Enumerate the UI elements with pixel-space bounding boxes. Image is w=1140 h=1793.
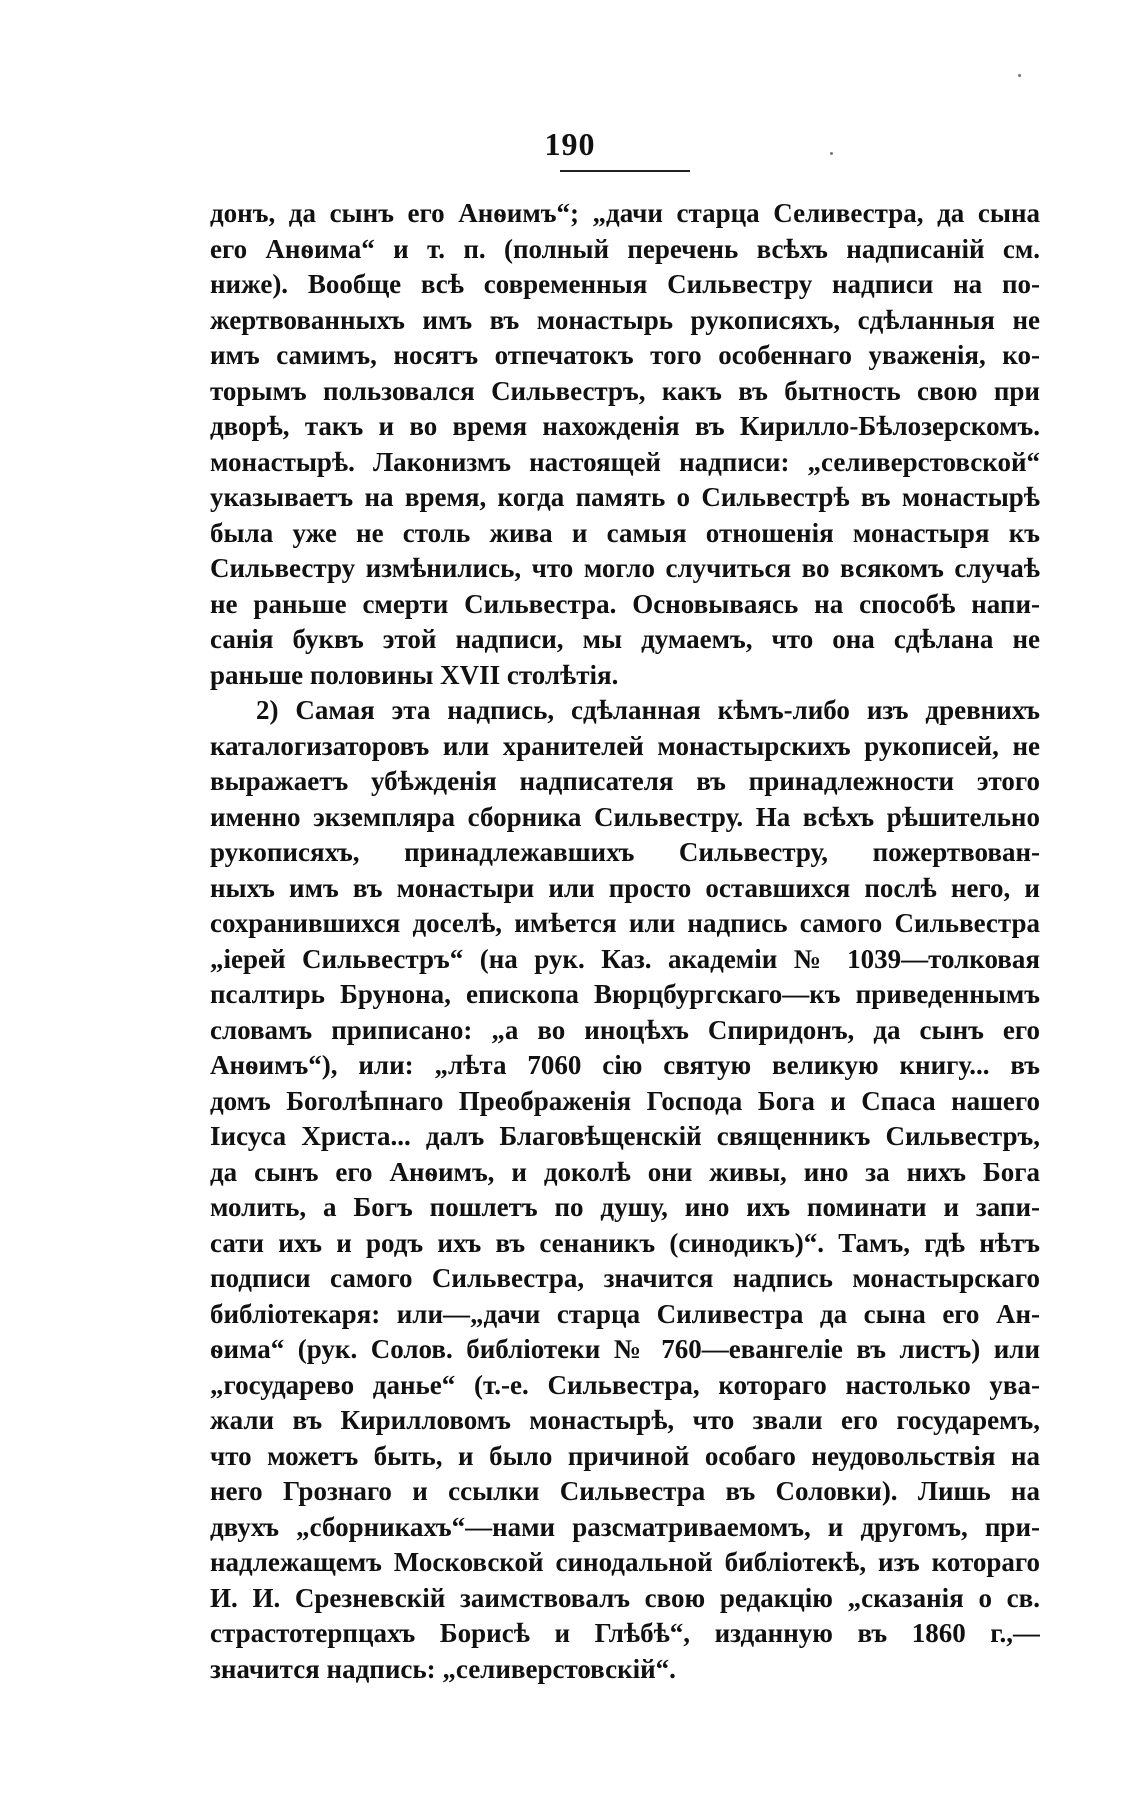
text-line: сати ихъ и родъ ихъ въ сенаникъ (синодикъ)“. Тамъ, гдѣ нѣтъ bbox=[210, 1227, 1040, 1258]
text-line: ниже). Вообще всѣ современныя Сильвестру надписи на по- bbox=[210, 269, 1040, 299]
text-line: домъ Боголѣпнаго Преображенія Господа Бога и Спаса нашего bbox=[210, 1085, 1040, 1116]
text-line: жали въ Кирилловомъ монастырѣ, что звали его государемъ, bbox=[210, 1405, 1040, 1435]
text-line: словамъ приписано: „а во иноцѣхъ Спиридонъ, да сынъ его bbox=[210, 1014, 1040, 1045]
text-line: выражаетъ убѣжденія надписателя въ принадлежности этого bbox=[210, 766, 1040, 796]
text-line: „государево данье“ (т.-е. Сильвестра, котораго настолько ува- bbox=[210, 1369, 1040, 1400]
text-line: торымъ пользовался Сильвестръ, какъ въ бытность свою при bbox=[210, 375, 1040, 406]
text-line: „іерей Сильвестръ“ (на рук. Каз. академіи № 1039—толковая bbox=[210, 943, 1040, 974]
body-text bbox=[210, 196, 1040, 1687]
text-line: именно экземпляра сборника Сильвестру. На всѣхъ рѣшительно bbox=[210, 801, 1040, 832]
text-line: жертвованныхъ имъ въ монастырь рукописяхъ, сдѣланныя не bbox=[210, 304, 1040, 335]
text-line: дворѣ, такъ и во время нахожденія въ Кирилло-Бѣлозерскомъ. bbox=[210, 411, 1040, 441]
text-line: да сынъ его Анѳимъ, и доколѣ они живы, ино за нихъ Бога bbox=[210, 1156, 1040, 1187]
text-line: не раньше смерти Сильвестра. Основываясь на способѣ напи- bbox=[210, 588, 1040, 619]
text-line: надлежащемъ Московской синодальной библіотекѣ, изъ котораго bbox=[210, 1547, 1040, 1577]
text-line: него Грознаго и ссылки Сильвестра въ Соловки). Лишь на bbox=[210, 1476, 1040, 1506]
text-line: страстотерпцахъ Борисѣ и Глѣбѣ“, изданную въ 1860 г.,— bbox=[210, 1618, 1040, 1648]
text-line: каталогизаторовъ или хранителей монастырскихъ рукописей, не bbox=[210, 730, 1040, 761]
text-line: указываетъ на время, когда память о Сильвестрѣ въ монастырѣ bbox=[210, 482, 1040, 512]
text-line: имъ самимъ, носятъ отпечатокъ того особеннаго уваженія, ко- bbox=[210, 340, 1040, 370]
text-line: донъ, да сынъ его Анѳимъ“; „дачи старца Селивестра, да сына bbox=[210, 198, 1040, 228]
text-line: Анѳимъ“), или: „лѣта 7060 сію святую великую книгу... въ bbox=[210, 1050, 1040, 1080]
text-line: подписи самого Сильвестра, значится надпись монастырскаго bbox=[210, 1263, 1040, 1293]
text-line: сохранившихся доселѣ, имѣется или надпись самого Сильвестра bbox=[210, 908, 1040, 938]
page-number: 190 bbox=[544, 126, 596, 162]
paragraph-2 bbox=[210, 693, 1040, 1687]
text-line: была уже не столь жива и самыя отношенія монастыря къ bbox=[210, 517, 1040, 548]
text-line: ѳима“ (рук. Солов. библіотеки № 760—евангеліе въ листъ) или bbox=[210, 1334, 1040, 1364]
scan-speck bbox=[830, 152, 833, 155]
text-line: двухъ „сборникахъ“—нами разсматриваемомъ, и другомъ, при- bbox=[210, 1511, 1040, 1542]
text-line: что можетъ быть, и было причиной особаго неудовольствія на bbox=[210, 1440, 1040, 1471]
text-line: молить, а Богъ пошлетъ по душу, ино ихъ поминати и запи- bbox=[210, 1192, 1040, 1222]
text-line: значится надпись: „селиверстовскій“. bbox=[210, 1653, 676, 1684]
text-line: раньше половины XVII столѣтія. bbox=[210, 659, 619, 690]
paragraph-1 bbox=[210, 196, 1040, 693]
text-line: рукописяхъ, принадлежавшихъ Сильвестру, пожертвован- bbox=[210, 837, 1040, 867]
text-line: Сильвестру измѣнились, что могло случиться во всякомъ случаѣ bbox=[210, 553, 1040, 583]
text-line: И. И. Срезневскій заимствовалъ свою редакцію „сказанія о св. bbox=[210, 1582, 1040, 1613]
text-line: монастырѣ. Лаконизмъ настоящей надписи: „селиверстовской“ bbox=[210, 446, 1040, 477]
scan-speck bbox=[1018, 74, 1021, 77]
text-line: Іисуса Христа... далъ Благовѣщенскій священникъ Сильвестръ, bbox=[210, 1121, 1040, 1151]
text-line: 2) Самая эта надпись, сдѣланная кѣмъ-либо изъ древнихъ bbox=[256, 695, 1040, 725]
text-line: псалтирь Брунона, епископа Вюрцбургскаго—къ приведеннымъ bbox=[210, 979, 1040, 1009]
text-line: библіотекаря: или—„дачи старца Силивестра да сына его Ан- bbox=[210, 1298, 1040, 1329]
text-line: санія буквъ этой надписи, мы думаемъ, что она сдѣлана не bbox=[210, 624, 1040, 654]
text-line: ныхъ имъ въ монастыри или просто оставшихся послѣ него, и bbox=[210, 872, 1040, 903]
text-line: его Анѳима“ и т. п. (полный перечень всѣхъ надписаній см. bbox=[210, 233, 1040, 264]
page-number-rule bbox=[560, 170, 690, 172]
